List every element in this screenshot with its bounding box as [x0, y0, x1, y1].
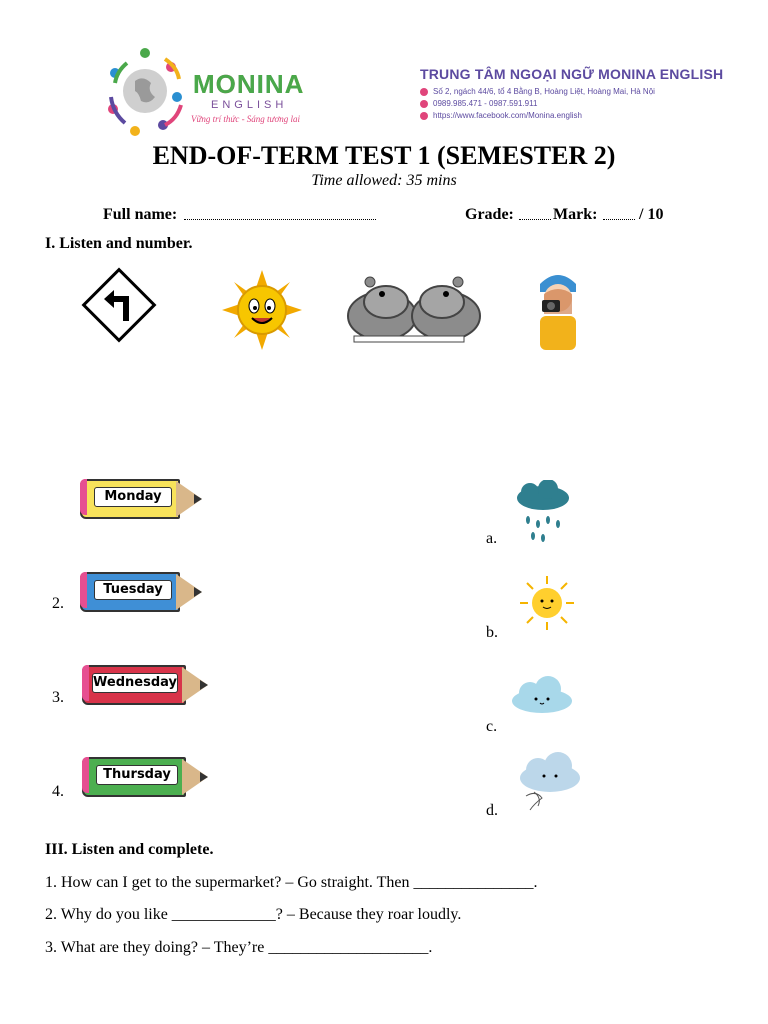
phone-line [420, 99, 680, 108]
turn-left-sign-icon [80, 265, 158, 345]
logo-name: MONINA [193, 69, 305, 99]
grade-label: Grade: [465, 206, 514, 223]
facebook-link[interactable]: https://www.facebook.com/Monina.english [433, 111, 582, 120]
phone-icon [420, 100, 428, 108]
section-1-title: I. Listen and number. [45, 235, 193, 252]
day-number: 2. [52, 595, 64, 612]
pencil-label: Monday [94, 487, 172, 507]
question-3: 3. What are they doing? – They’re ____________________. [45, 939, 433, 956]
page-title: END-OF-TERM TEST 1 (SEMESTER 2) [152, 141, 616, 170]
photographer-girl-icon [530, 270, 586, 354]
grade-field[interactable] [519, 207, 551, 220]
pencil-wednesday [82, 665, 206, 703]
center-name: TRUNG TÂM NGOẠI NGỮ MONINA ENGLISH [420, 66, 724, 82]
address: Số 2, ngách 44/6, tổ 4 Bằng B, Hoàng Liệt, Hoàng Mai, Hà Nội [433, 87, 655, 96]
facebook-icon [420, 112, 428, 120]
pencil-label: Thursday [96, 765, 178, 785]
wind-cloud-icon [512, 752, 584, 814]
mark-total: / 10 [639, 206, 664, 223]
option-letter: b. [486, 624, 498, 641]
address-line [420, 87, 680, 96]
facebook-line [420, 111, 680, 120]
sun-icon [518, 574, 576, 632]
full-name-field[interactable] [184, 207, 376, 220]
pencil-tuesday [80, 572, 200, 610]
pencil-thursday [82, 757, 206, 795]
sun-face-icon [222, 270, 302, 350]
rain-cloud-icon [512, 480, 574, 546]
monina-globe-logo [105, 45, 187, 137]
question-1: 1. How can I get to the supermarket? – Go straight. Then _______________. [45, 874, 538, 891]
section-3-title: III. Listen and complete. [45, 841, 214, 858]
hippos-icon [344, 268, 484, 348]
location-icon [420, 88, 428, 96]
logo [105, 45, 305, 140]
full-name-label: Full name: [103, 206, 178, 223]
option-letter: c. [486, 718, 498, 735]
option-letter: a. [486, 530, 498, 547]
question-2: 2. Why do you like _____________? – Because they roar loudly. [45, 906, 462, 923]
pencil-label: Wednesday [92, 673, 178, 693]
mark-field[interactable] [603, 207, 635, 220]
option-letter: d. [486, 802, 498, 819]
mark-label: Mark: [553, 206, 598, 223]
day-number: 4. [52, 783, 64, 800]
time-allowed: Time allowed: 35 mins [311, 172, 457, 189]
center-info [420, 66, 724, 120]
logo-tagline: Vững trí thức - Sáng tương lai [191, 114, 301, 124]
logo-sub: ENGLISH [211, 99, 288, 111]
day-number: 3. [52, 689, 64, 706]
cloud-icon [508, 673, 576, 717]
phone: 0989.985.471 - 0987.591.911 [433, 99, 538, 108]
pencil-monday [80, 479, 200, 517]
pencil-label: Tuesday [94, 580, 172, 600]
